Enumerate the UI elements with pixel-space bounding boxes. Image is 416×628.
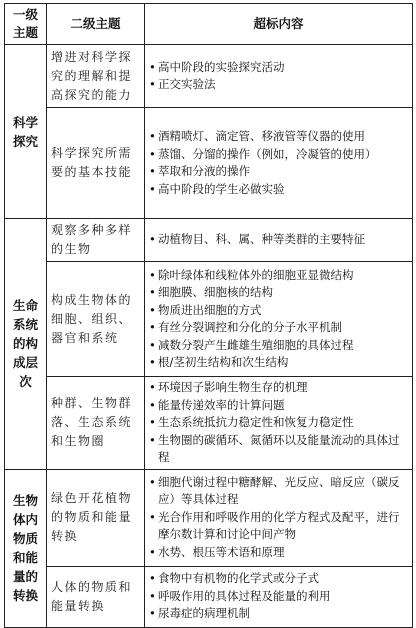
header-primary-topic: 一级 主题 [5, 4, 47, 45]
table-row [5, 262, 413, 377]
table-row [5, 377, 413, 470]
list-item: • 高中阶段的实验探究活动 [149, 59, 408, 77]
exceeding-content-cell [145, 45, 413, 108]
standards-table [4, 3, 413, 628]
list-item: • 尿毒症的病理机制 [149, 605, 408, 623]
primary-topic-life-system-levels: 生命 系统 的构 成层 次 [5, 219, 47, 470]
list-item: • 正交实验法 [149, 76, 408, 94]
list-item: • 物质进出细胞的方式 [149, 302, 408, 320]
secondary-topic: 科学探究所需要的基本技能 [47, 108, 145, 219]
list-item: • 生态系统抵抗力稳定性和恢复力稳定性 [149, 414, 408, 432]
exceeding-content-cell [145, 219, 413, 262]
primary-topic-matter-energy-conversion: 生物 体内 物质 和能 量的 转换 [5, 469, 47, 627]
table-row [5, 219, 413, 262]
list-item: • 呼吸作用的具体过程及能量的利用 [149, 588, 408, 606]
list-item: • 有丝分裂调控和分化的分子水平机制 [149, 319, 408, 337]
header-row [5, 4, 413, 45]
secondary-topic: 人体的物质和能量转换 [47, 566, 145, 627]
list-item: • 细胞膜、细胞核的结构 [149, 284, 408, 302]
list-item: • 水势、根压等术语和原理 [149, 544, 408, 562]
table-row [5, 108, 413, 219]
list-item: • 生物圈的碳循环、氮循环以及能量流动的具体过程 [149, 432, 408, 467]
list-item: • 根/茎初生结构和次生结构 [149, 354, 408, 372]
exceeding-content-cell [145, 377, 413, 470]
exceeding-content-cell [145, 108, 413, 219]
table-row [5, 45, 413, 108]
list-item: • 能量传递效率的计算问题 [149, 397, 408, 415]
list-item: • 动植物目、科、属、种等类群的主要特征 [149, 231, 408, 249]
list-item: • 酒精喷灯、滴定管、移液管等仪器的使用 [149, 128, 408, 146]
secondary-topic: 构成生物体的细胞、组织、器官和系统 [47, 262, 145, 377]
list-item: • 环境因子影响生物生存的机理 [149, 379, 408, 397]
exceeding-content-cell [145, 469, 413, 566]
list-item: • 萃取和分液的操作 [149, 163, 408, 181]
header-secondary-topic: 二级主题 [47, 4, 145, 45]
primary-topic-science-inquiry: 科学 探究 [5, 45, 47, 219]
list-item: • 细胞代谢过程中糖酵解、光反应、暗反应（碳反应）等具体过程 [149, 474, 408, 509]
table-row [5, 469, 413, 566]
table-row [5, 566, 413, 627]
list-item: • 除叶绿体和线粒体外的细胞亚显微结构 [149, 267, 408, 285]
list-item: • 蒸馏、分馏的操作（例如，冷凝管的使用） [149, 146, 408, 164]
secondary-topic: 绿色开花植物的物质和能量转换 [47, 469, 145, 566]
secondary-topic: 观察多种多样的生物 [47, 219, 145, 262]
exceeding-content-cell [145, 566, 413, 627]
list-item: • 高中阶段的学生必做实验 [149, 181, 408, 199]
header-exceeding-content: 超标内容 [145, 4, 413, 45]
list-item: • 减数分裂产生雌雄生殖细胞的具体过程 [149, 337, 408, 355]
exceeding-content-cell [145, 262, 413, 377]
list-item: • 食物中有机物的化学式或分子式 [149, 570, 408, 588]
list-item: • 光合作用和呼吸作用的化学方程式及配平，进行摩尔数计算和讨论中间产物 [149, 509, 408, 544]
secondary-topic: 种群、生物群落、生态系统和生物圈 [47, 377, 145, 470]
secondary-topic: 增进对科学探究的理解和提高探究的能力 [47, 45, 145, 108]
